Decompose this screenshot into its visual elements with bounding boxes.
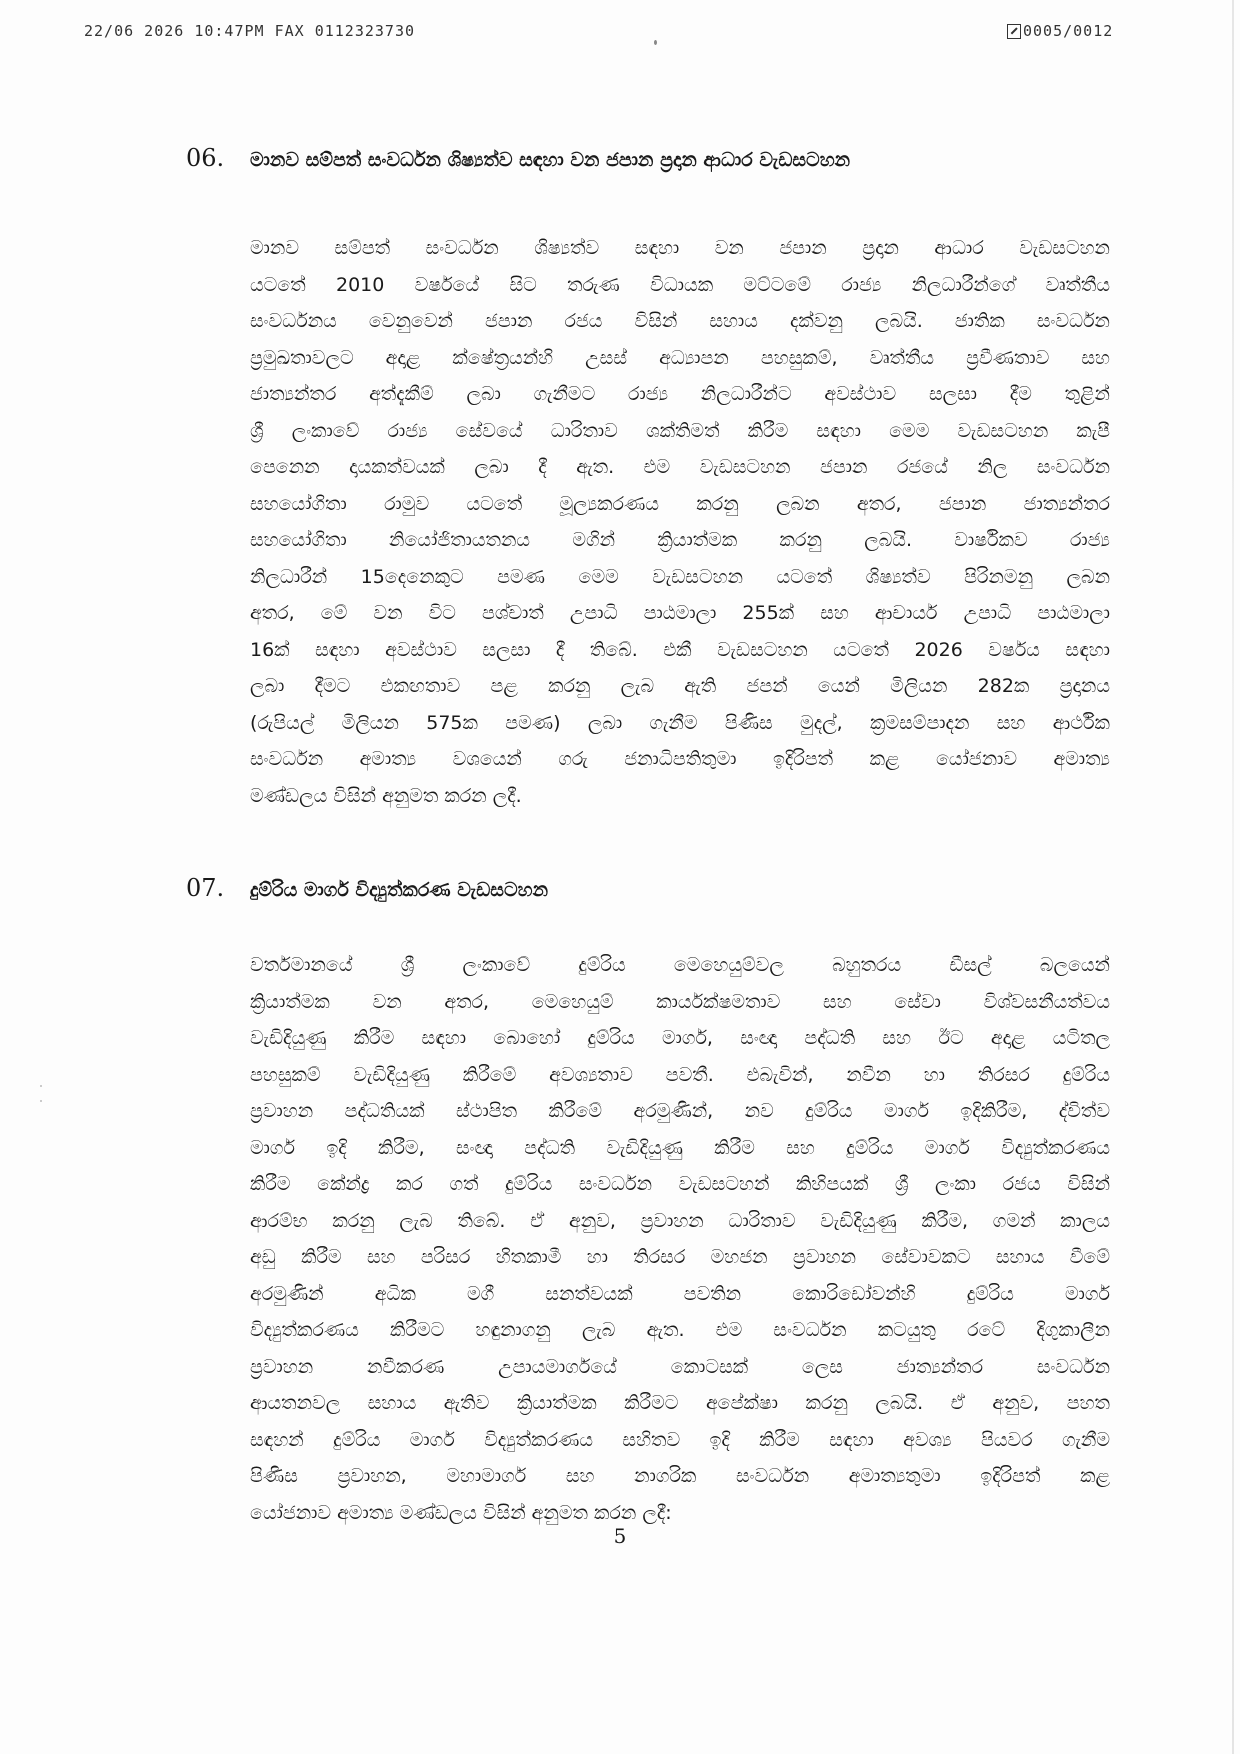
scan-edge-shadow [1232,0,1234,1754]
paragraph-line: පිණිස ප්‍රවාහන, මහාමාර්ග සහ නාගරික සංවර්ධන අමාත්‍යතුමා ඉදිරිපත් කළ [250,1465,1110,1487]
paragraph-line: ක්‍රියාත්මක වන අතර, මෙහෙයුම් කාර්යක්ෂමතාව සහ සේවා විශ්වසනීයත්වය [250,990,1110,1013]
section-number: 06. [186,144,225,172]
fax-page-counter [1007,22,1113,40]
paragraph-line: ශ්‍රී ලංකාවේ රාජ්‍ය සේවයේ ධාරිතාව ශක්තිමත් කිරීම සඳහා මෙම වැඩසටහන කැපී [250,419,1110,442]
paragraph-line: ප්‍රවාහන පද්ධතියක් ස්ථාපිත කිරීමේ අරමුණින්, නව දුම්රිය මාර්ග ඉදිකිරීම, ද්විත්ව [250,1100,1110,1122]
paragraph-line: ජාත්‍යන්තර අත්දැකීම් ලබා ගැනීමට රාජ්‍ය නිලධාරීන්ට අවස්ථාව සලසා දීම තුළින් [250,383,1110,405]
paragraph-line: මණ්ඩලය විසින් අනුමත කරන ලදී. [250,784,522,807]
section-06-heading [186,144,850,172]
paragraph-line: ආයතනවල සහාය ඇතිව ක්‍රියාත්මක කිරීමට අපේක්ෂා කරනු ලබයි. ඒ අනුව, පහත [250,1392,1110,1414]
paragraph-line: අතර, මේ වන විට පශ්චාත් උපාධි පාඨමාලා 255ක් සහ ආචාර්ය උපාධි පාඨමාලා [250,602,1110,624]
paragraph-line: නිලධාරීන් 15දෙනෙකුට පමණ මෙම වැඩසටහන යටතේ ශිෂ්‍යත්ව පිරිනමනු ලබන [250,565,1110,588]
page-number: 5 [613,1524,627,1548]
section-number: 07. [186,874,225,902]
paragraph-line: යටතේ 2010 වර්ෂයේ සිට තරුණ විධායක මට්ටමේ රාජ්‍ය නිලධාරීන්ගේ වෘත්තීය [250,273,1110,296]
section-title: මානව සම්පත් සංවර්ධන ශිෂ්‍යත්ව සඳහා වන ජපාන ප්‍රදාන ආධාර වැඩසටහන [250,149,851,171]
paragraph-line: ප්‍රමුඛතාවලට අදාළ ක්ෂේත්‍රයන්හි උසස් අධ්‍යාපන පහසුකම්, වෘත්තීය ප්‍රවීණතාව සහ [250,346,1110,369]
paragraph-line: (රුපියල් මිලියන 575ක පමණ) ලබා ගැනීම පිණිස මුදල්, ක්‍රමසම්පාදන සහ ආර්ථික [250,711,1110,734]
paragraph-line: ප්‍රවාහන නවීකරණ උපායමාර්ගයේ කොටසක් ලෙස ජාත්‍යන්තර සංවර්ධන [250,1355,1110,1378]
section-06-paragraph [250,230,1110,814]
scan-speck [40,1085,42,1087]
paragraph-line: ආරම්භ කරනු ලැබ තිබේ. ඒ අනුව, ප්‍රවාහන ධාරිතාව වැඩිදියුණු කිරීම, ගමන් කාලය [250,1209,1110,1232]
paragraph-line: කිරීම කේන්ද්‍ර කර ගත් දුම්රිය සංවර්ධන වැඩසටහන් කිහිපයක් ශ්‍රී ලංකා රජය විසින් [250,1173,1110,1195]
paragraph-line: සහයෝගිතා රාමුව යටතේ මූල්‍යකරණය කරනු ලබන අතර, ජපාන ජාත්‍යන්තර [250,492,1110,515]
section-07-paragraph [250,947,1110,1531]
paragraph-line: ලබා දීමට එකඟතාව පළ කරනු ලැබ ඇති ජපන් යෙන් මිලියන 282ක ප්‍රදානය [250,675,1110,697]
paragraph-line: වැඩිදියුණු කිරීම සඳහා බොහෝ දුම්රිය මාර්ග, සංඥා පද්ධති සහ ඊට අදාළ යටිතල [250,1027,1110,1049]
paragraph-line: මාර්ග ඉදි කිරීම, සංඥා පද්ධති වැඩිදියුණු කිරීම සහ දුම්රිය මාර්ග විද්‍යුත්කරණය [250,1136,1110,1159]
fax-checkbox-icon [1007,24,1021,39]
paragraph-line: පහසුකම් වැඩිදියුණු කිරීමේ අවශ්‍යතාව පවතී. එබැවින්, නවීන හා තිරසර දුම්රිය [250,1063,1110,1086]
paragraph-line: මානව සම්පත් සංවර්ධන ශිෂ්‍යත්ව සඳහා වන ජපාන ප්‍රදාන ආධාර වැඩසටහන [250,237,1110,259]
fax-header: 22/06 2026 10:47PM FAX 0112323730 [84,22,416,40]
paragraph-line: සංවර්ධනය වෙනුවෙන් ජපාන රජය විසින් සහාය දක්වනු ලබයි. ජාතික සංවර්ධන [250,310,1110,332]
fax-page-counter-text: 0005/0012 [1023,22,1114,40]
paragraph-line: 16ක් සඳහා අවස්ථාව සලසා දී තිබේ. එකී වැඩසටහන යටතේ 2026 වර්ෂය සඳහා [250,638,1110,661]
paragraph-line: සංවර්ධන අමාත්‍ය වශයෙන් ගරු ජනාධිපතිතුමා ඉදිරිපත් කළ යෝජනාව අමාත්‍ය [250,748,1110,770]
paragraph-line: පෙනෙන දායකත්වයක් ලබා දී ඇත. එම වැඩසටහන ජපාන රජයේ නිල සංවර්ධන [250,456,1110,478]
section-07-heading [186,874,548,902]
section-title: දුම්රිය මාර්ග විද්‍යුත්කරණ වැඩසටහන [250,879,549,901]
scan-speck [40,1100,42,1102]
paragraph-line: සඳහන් දුම්රිය මාර්ග විද්‍යුත්කරණය සහිතව ඉදි කිරීම සඳහා අවශ්‍ය පියවර ගැනීම [250,1428,1110,1451]
paragraph-line: වර්තමානයේ ශ්‍රී ලංකාවේ දුම්රිය මෙහෙයුම්වල බහුතරය ඩීසල් බලයෙන් [250,954,1110,976]
paragraph-line: අරමුණින් අධික මගී සනත්වයක් පවතින කොරිඩෝවන්හි දුම්රිය මාර්ග [250,1282,1110,1305]
paragraph-line: යෝජනාව අමාත්‍ය මණ්ඩලය විසින් අනුමත කරන ලදී: [250,1501,672,1524]
scan-speck [654,40,657,45]
paragraph-line: විද්‍යුත්කරණය කිරීමට හඳුනාගනු ලැබ ඇත. එම සංවර්ධන කටයුතු රටේ දිගුකාලීන [250,1319,1110,1341]
paragraph-line: සහයෝගිතා නියෝජිතායතනය මගින් ක්‍රියාත්මක කරනු ලබයි. වාර්ෂිකව රාජ්‍ය [250,529,1110,551]
paragraph-line: අඩු කිරීම සහ පරිසර හිතකාමී හා තිරසර මහජන ප්‍රවාහන සේවාවකට සහාය වීමේ [250,1246,1110,1268]
